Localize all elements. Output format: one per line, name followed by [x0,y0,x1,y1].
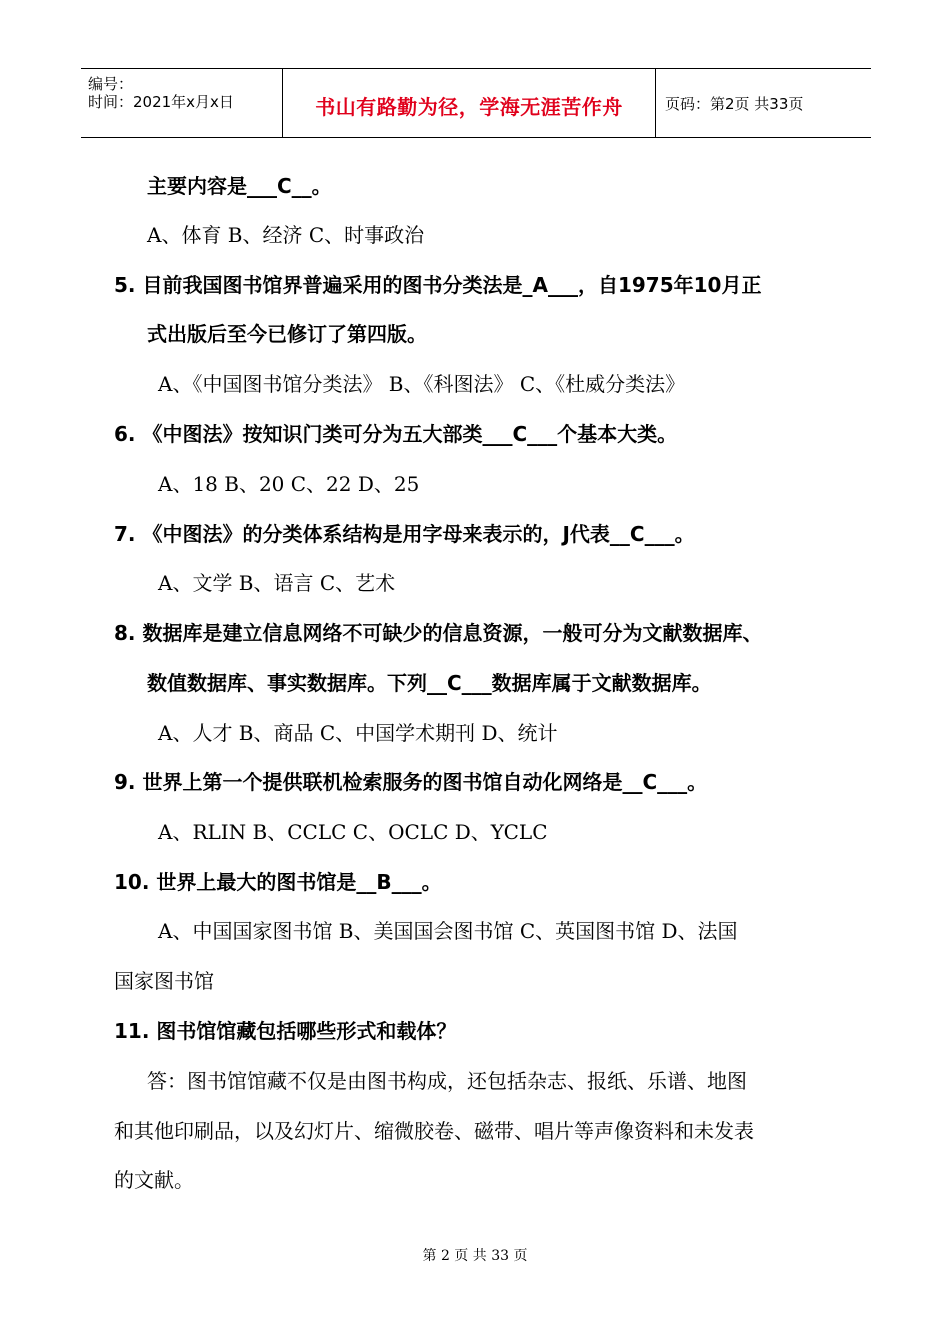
motto-text: 书山有路勤为径，学海无涯苦作舟 [315,95,623,119]
question-line: 5. 目前我国图书馆界普遍采用的图书分类法是_A___，自1975年10月正 [114,273,762,297]
options-line: 国家图书馆 [114,969,214,993]
question-line: 9. 世界上第一个提供联机检索服务的图书馆自动化网络是__C___。 [114,770,708,794]
options-line: A、人才 B、商品 C、中国学术期刊 D、统计 [158,721,558,745]
answer-line: 和其他印刷品，以及幻灯片、缩微胶卷、磁带、唱片等声像资料和未发表 [114,1119,754,1143]
answer-line: 的文献。 [114,1168,194,1192]
answer-line: 答：图书馆馆藏不仅是由图书构成，还包括杂志、报纸、乐谱、地图 [147,1069,747,1093]
serial-label: 编号： [88,75,134,93]
question-line: 10. 世界上最大的图书馆是__B___。 [114,870,442,894]
question-line: 6. 《中图法》按知识门类可分为五大部类___C___个基本大类。 [114,422,678,446]
options-line: A、文学 B、语言 C、艺术 [158,571,396,595]
page-info-text: 页码：第2页 共33页 [665,95,804,113]
header-motto [282,69,656,137]
header-page-info [655,69,871,137]
page-header [81,68,871,138]
text-line: 数值数据库、事实数据库。下列__C___数据库属于文献数据库。 [147,671,712,695]
options-line: A、体育 B、经济 C、时事政治 [147,223,425,247]
page-footer: 第 2 页 共 33 页 [422,1248,528,1264]
text-line: 式出版后至今已修订了第四版。 [147,322,427,346]
header-meta [81,69,281,137]
question-line: 11. 图书馆馆藏包括哪些形式和载体？ [114,1019,457,1043]
text-line: 主要内容是___C__。 [147,174,332,198]
options-line: A、RLIN B、CCLC C、OCLC D、YCLC [158,820,548,844]
time-label: 时间：2021年x月x日 [88,93,234,111]
options-line: A、《中国图书馆分类法》 B、《科图法》 C、《杜威分类法》 [158,372,686,396]
options-line: A、中国国家图书馆 B、美国国会图书馆 C、英国图书馆 D、法国 [158,919,738,943]
question-line: 7. 《中图法》的分类体系结构是用字母来表示的，J代表__C___。 [114,522,695,546]
options-line: A、18 B、20 C、22 D、25 [158,472,420,496]
question-line: 8. 数据库是建立信息网络不可缺少的信息资源，一般可分为文献数据库、 [114,621,763,645]
